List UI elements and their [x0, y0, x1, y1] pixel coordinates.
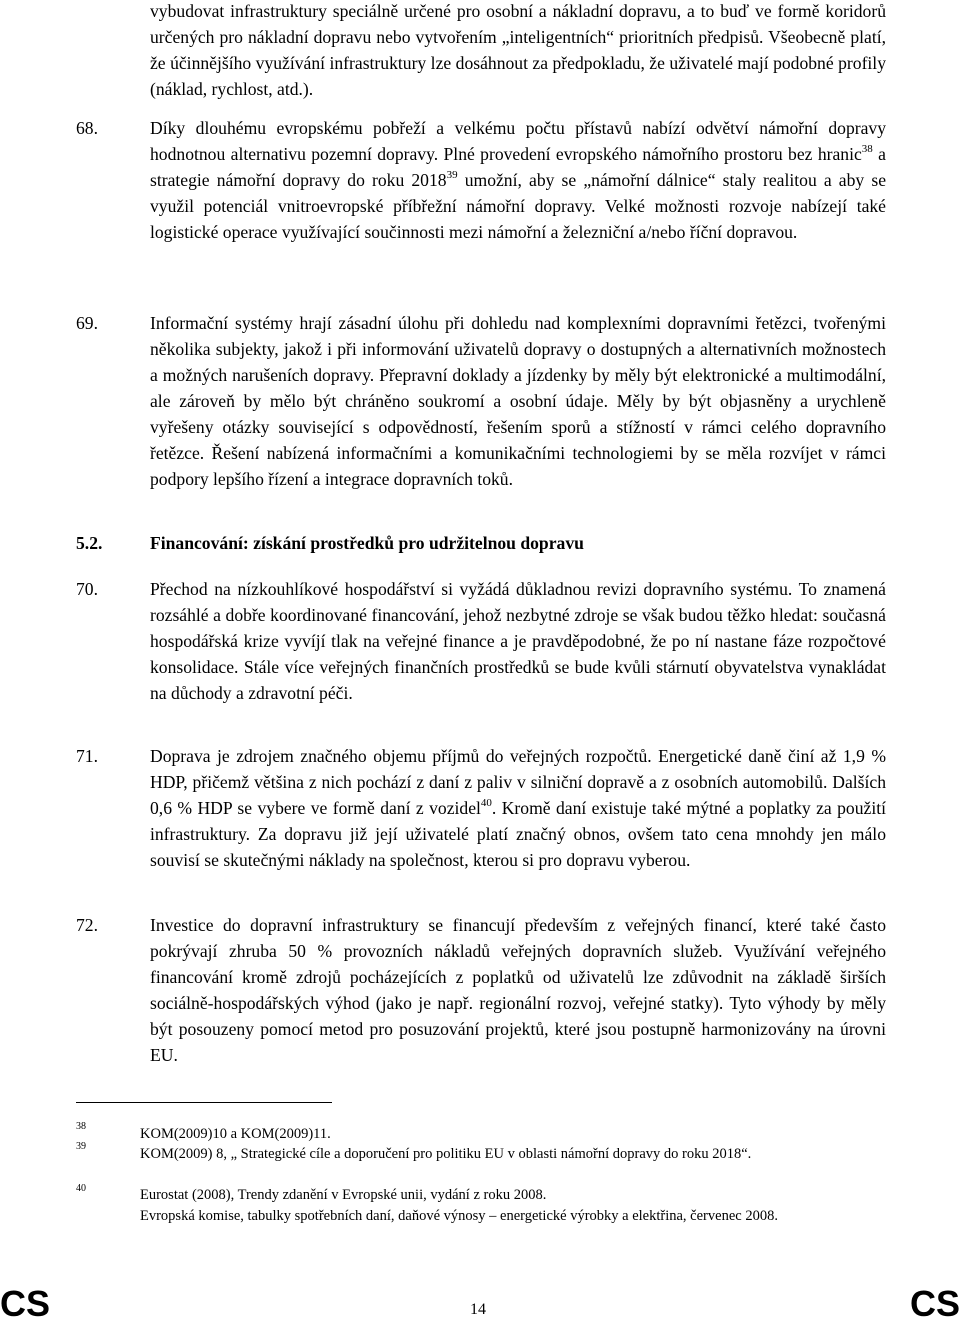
footnote-text: KOM(2009)10 a KOM(2009)11.: [140, 1126, 331, 1142]
paragraph-continuation: vybudovat infrastruktury speciálně určené pro osobní a nákladní dopravu, a to buď ve formě koridorů určených pro nákladní dopravu nebo vytvořením „inteligentních“ prioritních předpisů. Všeobecně platí, že účinnějšího využívání infrastruktury lze dosáhnout za předpokladu, že uživatelé mají podobné profily (náklad, rychlost, atd.).: [150, 1, 886, 99]
paragraph-text: Díky dlouhému evropskému pobřeží a velkému počtu přístavů nabízí odvětví námořní dopravy hodnotnou alternativu pozemní dopravy. Plné provedení evropského námořního prostoru bez hranic: [150, 118, 886, 164]
paragraph-number: 71.: [76, 746, 98, 766]
paragraph-72: Investice do dopravní infrastruktury se financují především z veřejných financí, které také často pokrývají zhruba 50 % provozních nákladů veřejných dopravních služeb. Využívání veřejného financování kromě zdrojů pocházejících z poplatků od uživatelů lze zdůvodnit na základě širších sociálně-hospodářských výhod (jako je např. regionální rozvoj, veřejné statky). Tyto výhody by měly být posouzeny pomocí metod pro posuzování projektů, které jsou postupně harmonizovány na úrovni EU.: [150, 915, 886, 1065]
paragraph-text: a strategie námořní dopravy do roku 2018: [150, 144, 886, 190]
footnote-number: 39: [76, 1141, 86, 1152]
paragraph-69: Informační systémy hrají zásadní úlohu při dohledu nad komplexními dopravními řetězci, tvořenými několika subjekty, jakož i při informování uživatelů dopravy o dostupných a alternativních možnostech a možných narušeních dopravy. Přepravní doklady a jízdenky by měly být elektronické a multimodální, ale zároveň by mělo být chráněno soukromí a osobní údaje. Měly by být objasněny a urychleně vyřešeny otázky související s odpovědností, řešením sporů a stížností v rámci celého dopravního řetězce. Řešení nabízená informačními a komunikačními technologiemi by se měla rozvíjet v rámci podpory lepšího řízení a integrace dopravních toků.: [150, 313, 886, 489]
footnote-number: 38: [76, 1121, 86, 1132]
paragraph-number: 72.: [76, 915, 98, 935]
paragraph-number: 68.: [76, 118, 98, 138]
footnote-text: Evropská komise, tabulky spotřebních daní, daňové výnosy – energetické výrobky a elektřina, červenec 2008.: [140, 1208, 778, 1224]
paragraph-number: 70.: [76, 579, 98, 599]
footnote-number: 40: [76, 1183, 86, 1194]
paragraph-70: Přechod na nízkouhlíkové hospodářství si vyžádá důkladnou revizi dopravního systému. To znamená rozsáhlé a dobře koordinované financování, jehož nezbytné zdroje se však budou těžko hledat: současná hospodářská krize vyvíjí tlak na veřejné finance a je pravděpodobné, že po ní nastane fáze rozpočtové konsolidace. Stále více veřejných finančních prostředků se bude kvůli stárnutí obyvatelstva vynakládat na důchody a zdravotní péči.: [150, 579, 886, 703]
paragraph-71: [150, 743, 886, 873]
paragraph-number: 69.: [76, 313, 98, 333]
page-number: 14: [470, 1301, 486, 1318]
paragraph-68: [150, 115, 886, 245]
footer-language-left: CS: [0, 1283, 51, 1324]
footnote-ref: 40: [480, 797, 492, 809]
section-number: 5.2.: [76, 533, 103, 553]
footnote-text: Eurostat (2008), Trendy zdanění v Evropské unii, vydání z roku 2008.: [140, 1187, 547, 1203]
footer-language-right: CS: [909, 1283, 960, 1324]
paragraph-text: . Kromě daní existuje také mýtné a poplatky za použití infrastruktury. Za dopravu již její uživatelé platí značný obnos, ovšem tato cena mnohdy jen málo souvisí se skutečnými náklady na společnost, kterou si pro dopravu vyberou.: [150, 798, 886, 870]
footnote-ref: 38: [861, 143, 873, 155]
paragraph-text: umožní, aby se „námořní dálnice“ staly realitou a aby se využil potenciál vnitroevropské příbřežní námořní dopravy. Velké možnosti rozvoje nabízejí také logistické operace využívající součinnosti mezi námořní a železniční a/nebo říční dopravou.: [150, 170, 887, 242]
footnote-text: KOM(2009) 8, „ Strategické cíle a doporučení pro politiku EU v oblasti námořní dopravy do roku 2018“.: [140, 1146, 752, 1162]
footnote-separator: [76, 1102, 332, 1103]
paragraph-text: Doprava je zdrojem značného objemu příjmů do veřejných rozpočtů. Energetické daně činí až 1,9 % HDP, přičemž většina z nich pochází z daní z paliv v silniční dopravě a z osobních automobilů. Dalších 0,6 % HDP se vybere ve formě daní z vozidel: [150, 746, 886, 818]
section-title: Financování: získání prostředků pro udržitelnou dopravu: [150, 533, 584, 553]
footnote-ref: 39: [446, 169, 458, 181]
